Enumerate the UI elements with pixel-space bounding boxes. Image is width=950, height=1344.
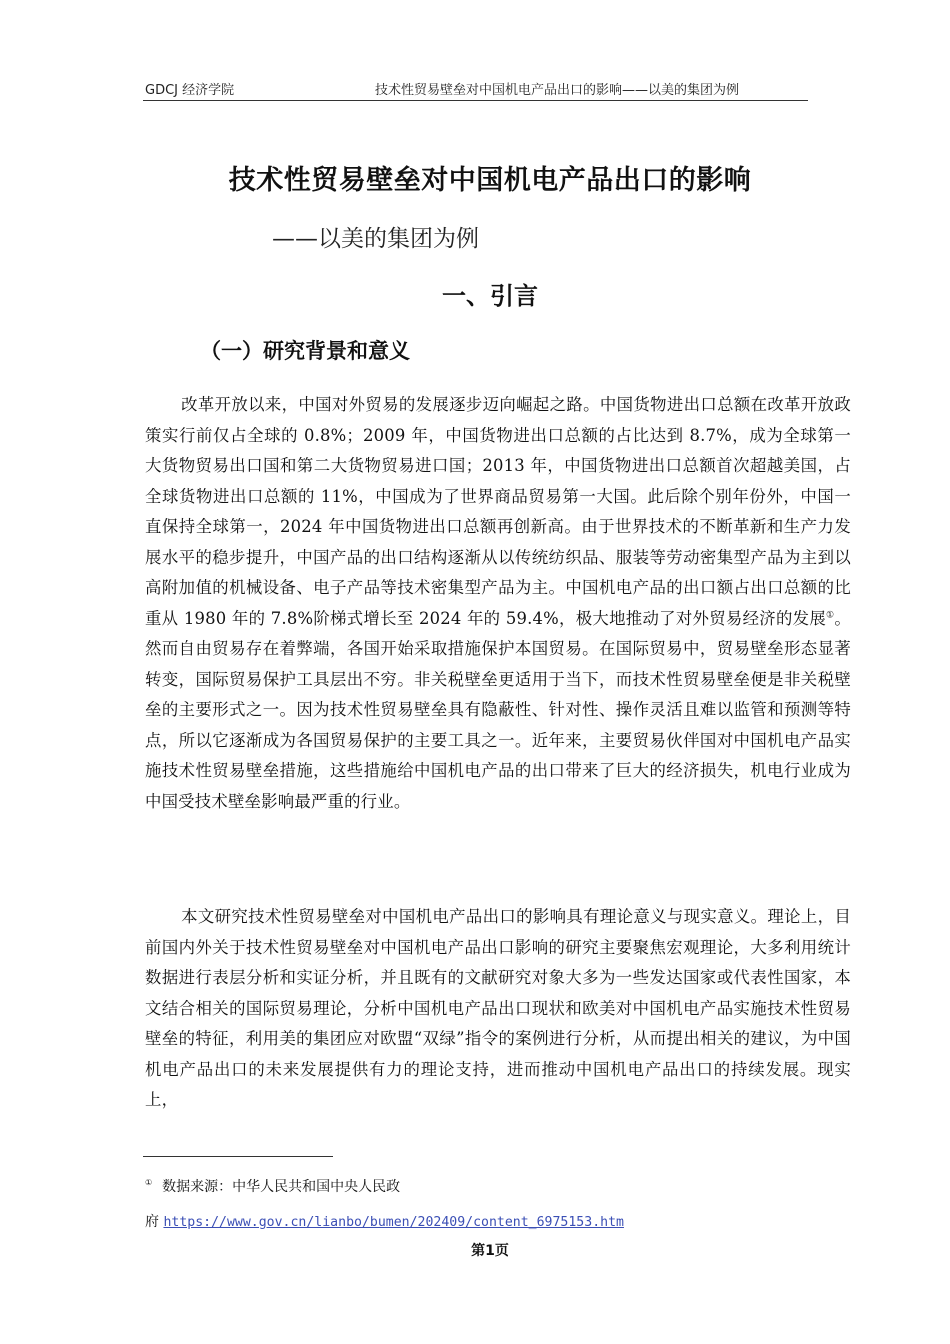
body-paragraph-2 xyxy=(145,902,851,1116)
subsection-heading: （一）研究背景和意义 xyxy=(200,339,410,363)
footnote-reference[interactable]: ① xyxy=(826,610,835,621)
paper-subtitle: ——以美的集团为例 xyxy=(272,226,479,252)
header-divider xyxy=(143,100,808,101)
footnote xyxy=(145,1170,805,1240)
footnote-text: 数据来源：中华人民共和国中央人民政 xyxy=(162,1179,401,1195)
footnote-divider xyxy=(143,1156,333,1157)
footnote-line-1 xyxy=(145,1170,805,1205)
paragraph-1-text-a: 改革开放以来，中国对外贸易的发展逐步迈向崛起之路。中国货物进出口总额在改革开放政策实行前仅占全球的 0.8%；2009 年，中国货物进出口总额的占比达到 8.7%，成为全球第一大货物贸易出口国和第二大货物贸易进口国；2013 年，中国货物进出口总额首次超越美国，占全球货物进出口总额的 11%，中国成为了世界商品贸易第一大国。此后除个别年份外，中国一直保持全球第一，2024 年中国货物进出口总额再创新高。由于世界技术的不断革新和生产力发展水平的稳步提升，中国产品的出口结构逐渐从以传统纺织品、服装等劳动密集型产品为主到以高附加值的机械设备、电子产品等技术密集型产品为主。中国机电产品的出口额占出口总额的比重从 1980 年的 7.8%阶梯式增长至 2024 年的 59.4%，极大地推动了对外贸易经济的发展 xyxy=(145,395,851,628)
section-heading: 一、引言 xyxy=(442,282,538,310)
footnote-line-2 xyxy=(145,1205,805,1240)
body-paragraph-1 xyxy=(145,390,851,817)
paper-title: 技术性贸易壁垒对中国机电产品出口的影响 xyxy=(228,165,752,196)
footnote-link[interactable]: https://www.gov.cn/lianbo/bumen/202409/content_6975153.htm xyxy=(163,1215,624,1230)
footnote-mark: ① xyxy=(145,1178,153,1188)
running-header-left: GDCJ 经济学院 xyxy=(145,83,235,98)
footnote-prefix: 府 xyxy=(145,1214,159,1230)
paragraph-1-text-b: 。然而自由贸易存在着弊端，各国开始采取措施保护本国贸易。在国际贸易中，贸易壁垒形态显著转变，国际贸易保护工具层出不穷。非关税壁垒更适用于当下，而技术性贸易壁垒便是非关税壁垒的主要形式之一。因为技术性贸易壁垒具有隐蔽性、针对性、操作灵活且难以监管和预测等特点，所以它逐渐成为各国贸易保护的主要工具之一。近年来，主要贸易伙伴国对中国机电产品实施技术性贸易壁垒措施，这些措施给中国机电产品的出口带来了巨大的经济损失，机电行业成为中国受技术壁垒影响最严重的行业。 xyxy=(145,608,851,811)
paragraph-2-text: 本文研究技术性贸易壁垒对中国机电产品出口的影响具有理论意义与现实意义。理论上，目前国内外关于技术性贸易壁垒对中国机电产品出口影响的研究主要聚焦宏观理论，大多利用统计数据进行表层分析和实证分析，并且既有的文献研究对象大多为一些发达国家或代表性国家，本文结合相关的国际贸易理论，分析中国机电产品出口现状和欧美对中国机电产品实施技术性贸易壁垒的特征，利用美的集团应对欧盟“双绿”指令的案例进行分析，从而提出相关的建议，为中国机电产品出口的未来发展提供有力的理论支持，进而推动中国机电产品出口的持续发展。现实上， xyxy=(145,907,851,1109)
running-header-right: 技术性贸易壁垒对中国机电产品出口的影响——以美的集团为例 xyxy=(375,83,740,98)
page-number: 第1页 xyxy=(471,1243,509,1259)
